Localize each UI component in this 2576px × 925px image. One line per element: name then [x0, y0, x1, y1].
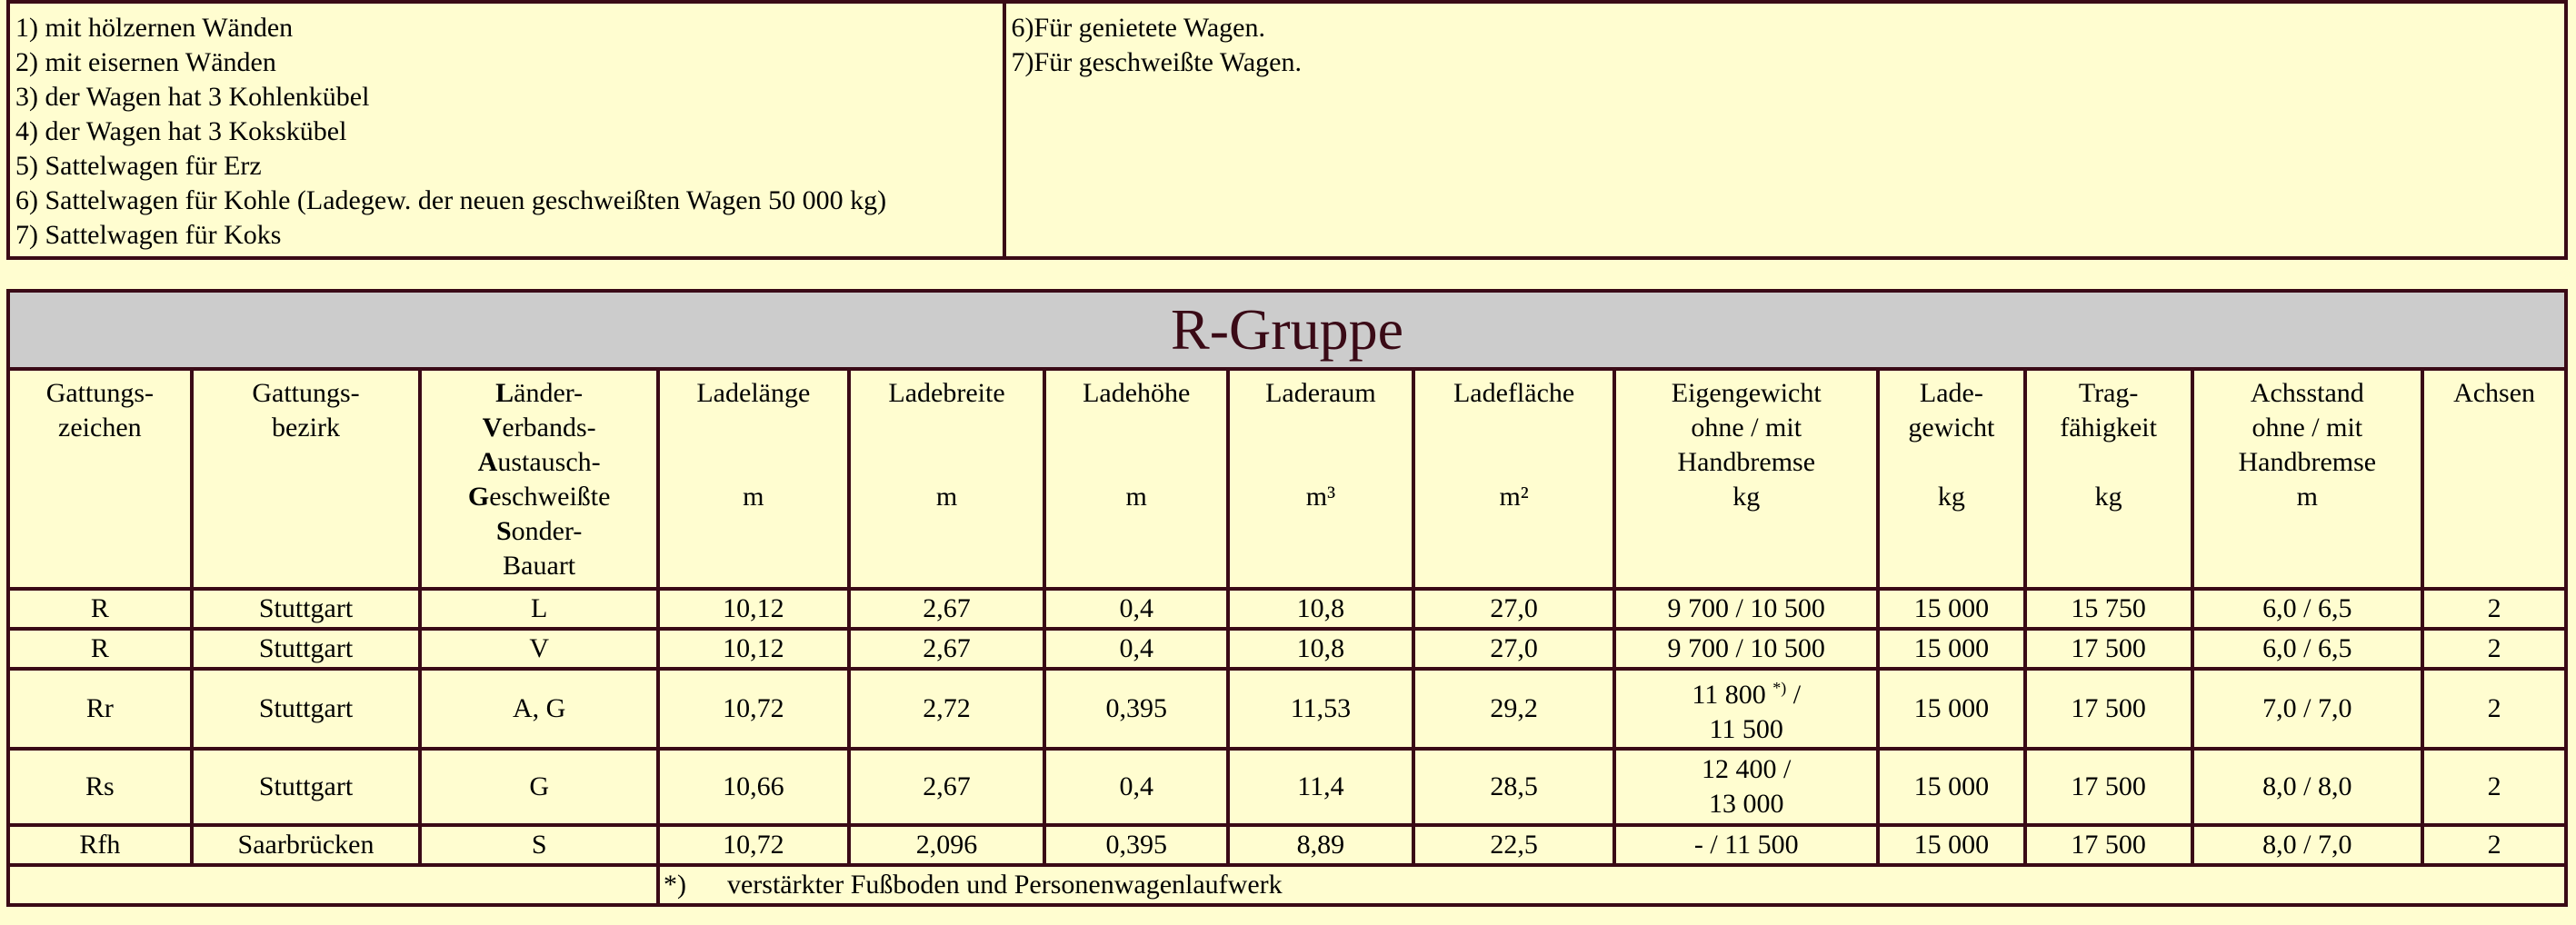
cell-bezirk: Stuttgart: [192, 589, 421, 629]
header-tragfaehigkeit: Trag- fähigkeit kg: [2025, 369, 2192, 589]
cell-hoehe: 0,4: [1044, 749, 1228, 825]
cell-flaeche: 27,0: [1413, 589, 1615, 629]
cell-ladegewicht: 15 000: [1878, 589, 2025, 629]
footnote-right-6: 6)Für genietete Wagen.: [1011, 13, 1265, 43]
cell-laenge: 10,72: [658, 669, 849, 749]
cell-achsstand: 7,0 / 7,0: [2192, 669, 2423, 749]
cell-raum: 11,53: [1228, 669, 1413, 749]
cell-achsstand: 8,0 / 7,0: [2192, 825, 2423, 865]
cell-ladegewicht: 15 000: [1878, 749, 2025, 825]
cell-raum: 10,8: [1228, 589, 1413, 629]
footnote-blank-cell: [8, 865, 658, 905]
cell-raum: 10,8: [1228, 629, 1413, 669]
cell-bezirk: Stuttgart: [192, 629, 421, 669]
table-title: R-Gruppe: [8, 291, 2566, 369]
footnote-5: 5) Sattelwagen für Erz: [15, 151, 262, 181]
cell-bauart: A, G: [420, 669, 658, 749]
cell-flaeche: 27,0: [1413, 629, 1615, 669]
header-laderaum: Laderaum m³: [1228, 369, 1413, 589]
cell-trag: 17 500: [2025, 749, 2192, 825]
cell-bauart: L: [420, 589, 658, 629]
cell-zeichen: Rs: [8, 749, 192, 825]
table-footnote-row: [8, 865, 2566, 905]
table-row: [8, 825, 2566, 865]
footnote-7: 7) Sattelwagen für Koks: [15, 220, 282, 250]
cell-laenge: 10,66: [658, 749, 849, 825]
cell-hoehe: 0,4: [1044, 629, 1228, 669]
table-row: [8, 669, 2566, 749]
cell-achsstand: 8,0 / 8,0: [2192, 749, 2423, 825]
header-achsen: Achsen: [2422, 369, 2566, 589]
table-row: [8, 629, 2566, 669]
cell-breite: 2,67: [849, 589, 1045, 629]
cell-flaeche: 29,2: [1413, 669, 1615, 749]
footnote-3: 3) der Wagen hat 3 Kohlenkübel: [15, 82, 370, 112]
cell-zeichen: Rr: [8, 669, 192, 749]
cell-eigengewicht: - / 11 500: [1614, 825, 1878, 865]
cell-trag: 17 500: [2025, 629, 2192, 669]
cell-bauart: V: [420, 629, 658, 669]
cell-flaeche: 28,5: [1413, 749, 1615, 825]
cell-hoehe: 0,395: [1044, 669, 1228, 749]
cell-bezirk: Stuttgart: [192, 669, 421, 749]
cell-ladegewicht: 15 000: [1878, 629, 2025, 669]
cell-eigengewicht: 9 700 / 10 500: [1614, 629, 1878, 669]
cell-achsen: 2: [2422, 629, 2566, 669]
footnotes-table: [6, 0, 2568, 260]
header-ladegewicht: Lade- gewicht kg: [1878, 369, 2025, 589]
header-ladelaenge: Ladelänge m: [658, 369, 849, 589]
footnotes-row: [8, 2, 2566, 258]
cell-eigengewicht: 12 400 / 13 000: [1614, 749, 1878, 825]
footnote-6: 6) Sattelwagen für Kohle (Ladegew. der neuen geschweißten Wagen 50 000 kg): [15, 185, 887, 215]
cell-ladegewicht: 15 000: [1878, 825, 2025, 865]
cell-achsen: 2: [2422, 589, 2566, 629]
header-ladehoehe: Ladehöhe m: [1044, 369, 1228, 589]
cell-bezirk: Stuttgart: [192, 749, 421, 825]
cell-achsen: 2: [2422, 749, 2566, 825]
footnote-right-7: 7)Für geschweißte Wagen.: [1011, 47, 1302, 77]
header-bauart: Länder- Verbands- Austausch- Geschweißte Sonder- Bauart: [420, 369, 658, 589]
cell-achsstand: 6,0 / 6,5: [2192, 589, 2423, 629]
cell-breite: 2,096: [849, 825, 1045, 865]
cell-laenge: 10,72: [658, 825, 849, 865]
header-gattungsbezirk: Gattungs- bezirk: [192, 369, 421, 589]
footnotes-left-cell: [8, 2, 1004, 258]
cell-laenge: 10,12: [658, 629, 849, 669]
table-row: [8, 589, 2566, 629]
cell-hoehe: 0,395: [1044, 825, 1228, 865]
cell-hoehe: 0,4: [1044, 589, 1228, 629]
cell-trag: 15 750: [2025, 589, 2192, 629]
header-ladebreite: Ladebreite m: [849, 369, 1045, 589]
footnotes-right-cell: [1004, 2, 2566, 258]
cell-bezirk: Saarbrücken: [192, 825, 421, 865]
cell-achsstand: 6,0 / 6,5: [2192, 629, 2423, 669]
cell-zeichen: R: [8, 589, 192, 629]
header-row: [8, 369, 2566, 589]
cell-eigengewicht: 11 800 *) / 11 500: [1614, 669, 1878, 749]
header-gattungszeichen: Gattungs- zeichen: [8, 369, 192, 589]
cell-eigengewicht: 9 700 / 10 500: [1614, 589, 1878, 629]
cell-trag: 17 500: [2025, 825, 2192, 865]
table-footnote: *) verstärkter Fußboden und Personenwagenlaufwerk: [658, 865, 2566, 905]
cell-flaeche: 22,5: [1413, 825, 1615, 865]
cell-breite: 2,67: [849, 629, 1045, 669]
table-row: [8, 749, 2566, 825]
cell-raum: 8,89: [1228, 825, 1413, 865]
r-gruppe-table: [6, 289, 2568, 907]
footnote-2: 2) mit eisernen Wänden: [15, 47, 276, 77]
cell-trag: 17 500: [2025, 669, 2192, 749]
footnote-star: *): [1772, 679, 1787, 697]
cell-zeichen: Rfh: [8, 825, 192, 865]
footnote-4: 4) der Wagen hat 3 Kokskübel: [15, 116, 347, 146]
header-achsstand: Achsstand ohne / mit Handbremse m: [2192, 369, 2423, 589]
header-ladeflaeche: Ladefläche m²: [1413, 369, 1615, 589]
cell-bauart: S: [420, 825, 658, 865]
header-eigengewicht: Eigengewicht ohne / mit Handbremse kg: [1614, 369, 1878, 589]
cell-laenge: 10,12: [658, 589, 849, 629]
cell-bauart: G: [420, 749, 658, 825]
cell-achsen: 2: [2422, 825, 2566, 865]
cell-ladegewicht: 15 000: [1878, 669, 2025, 749]
cell-achsen: 2: [2422, 669, 2566, 749]
cell-zeichen: R: [8, 629, 192, 669]
cell-breite: 2,67: [849, 749, 1045, 825]
cell-raum: 11,4: [1228, 749, 1413, 825]
cell-breite: 2,72: [849, 669, 1045, 749]
footnote-1: 1) mit hölzernen Wänden: [15, 13, 294, 43]
